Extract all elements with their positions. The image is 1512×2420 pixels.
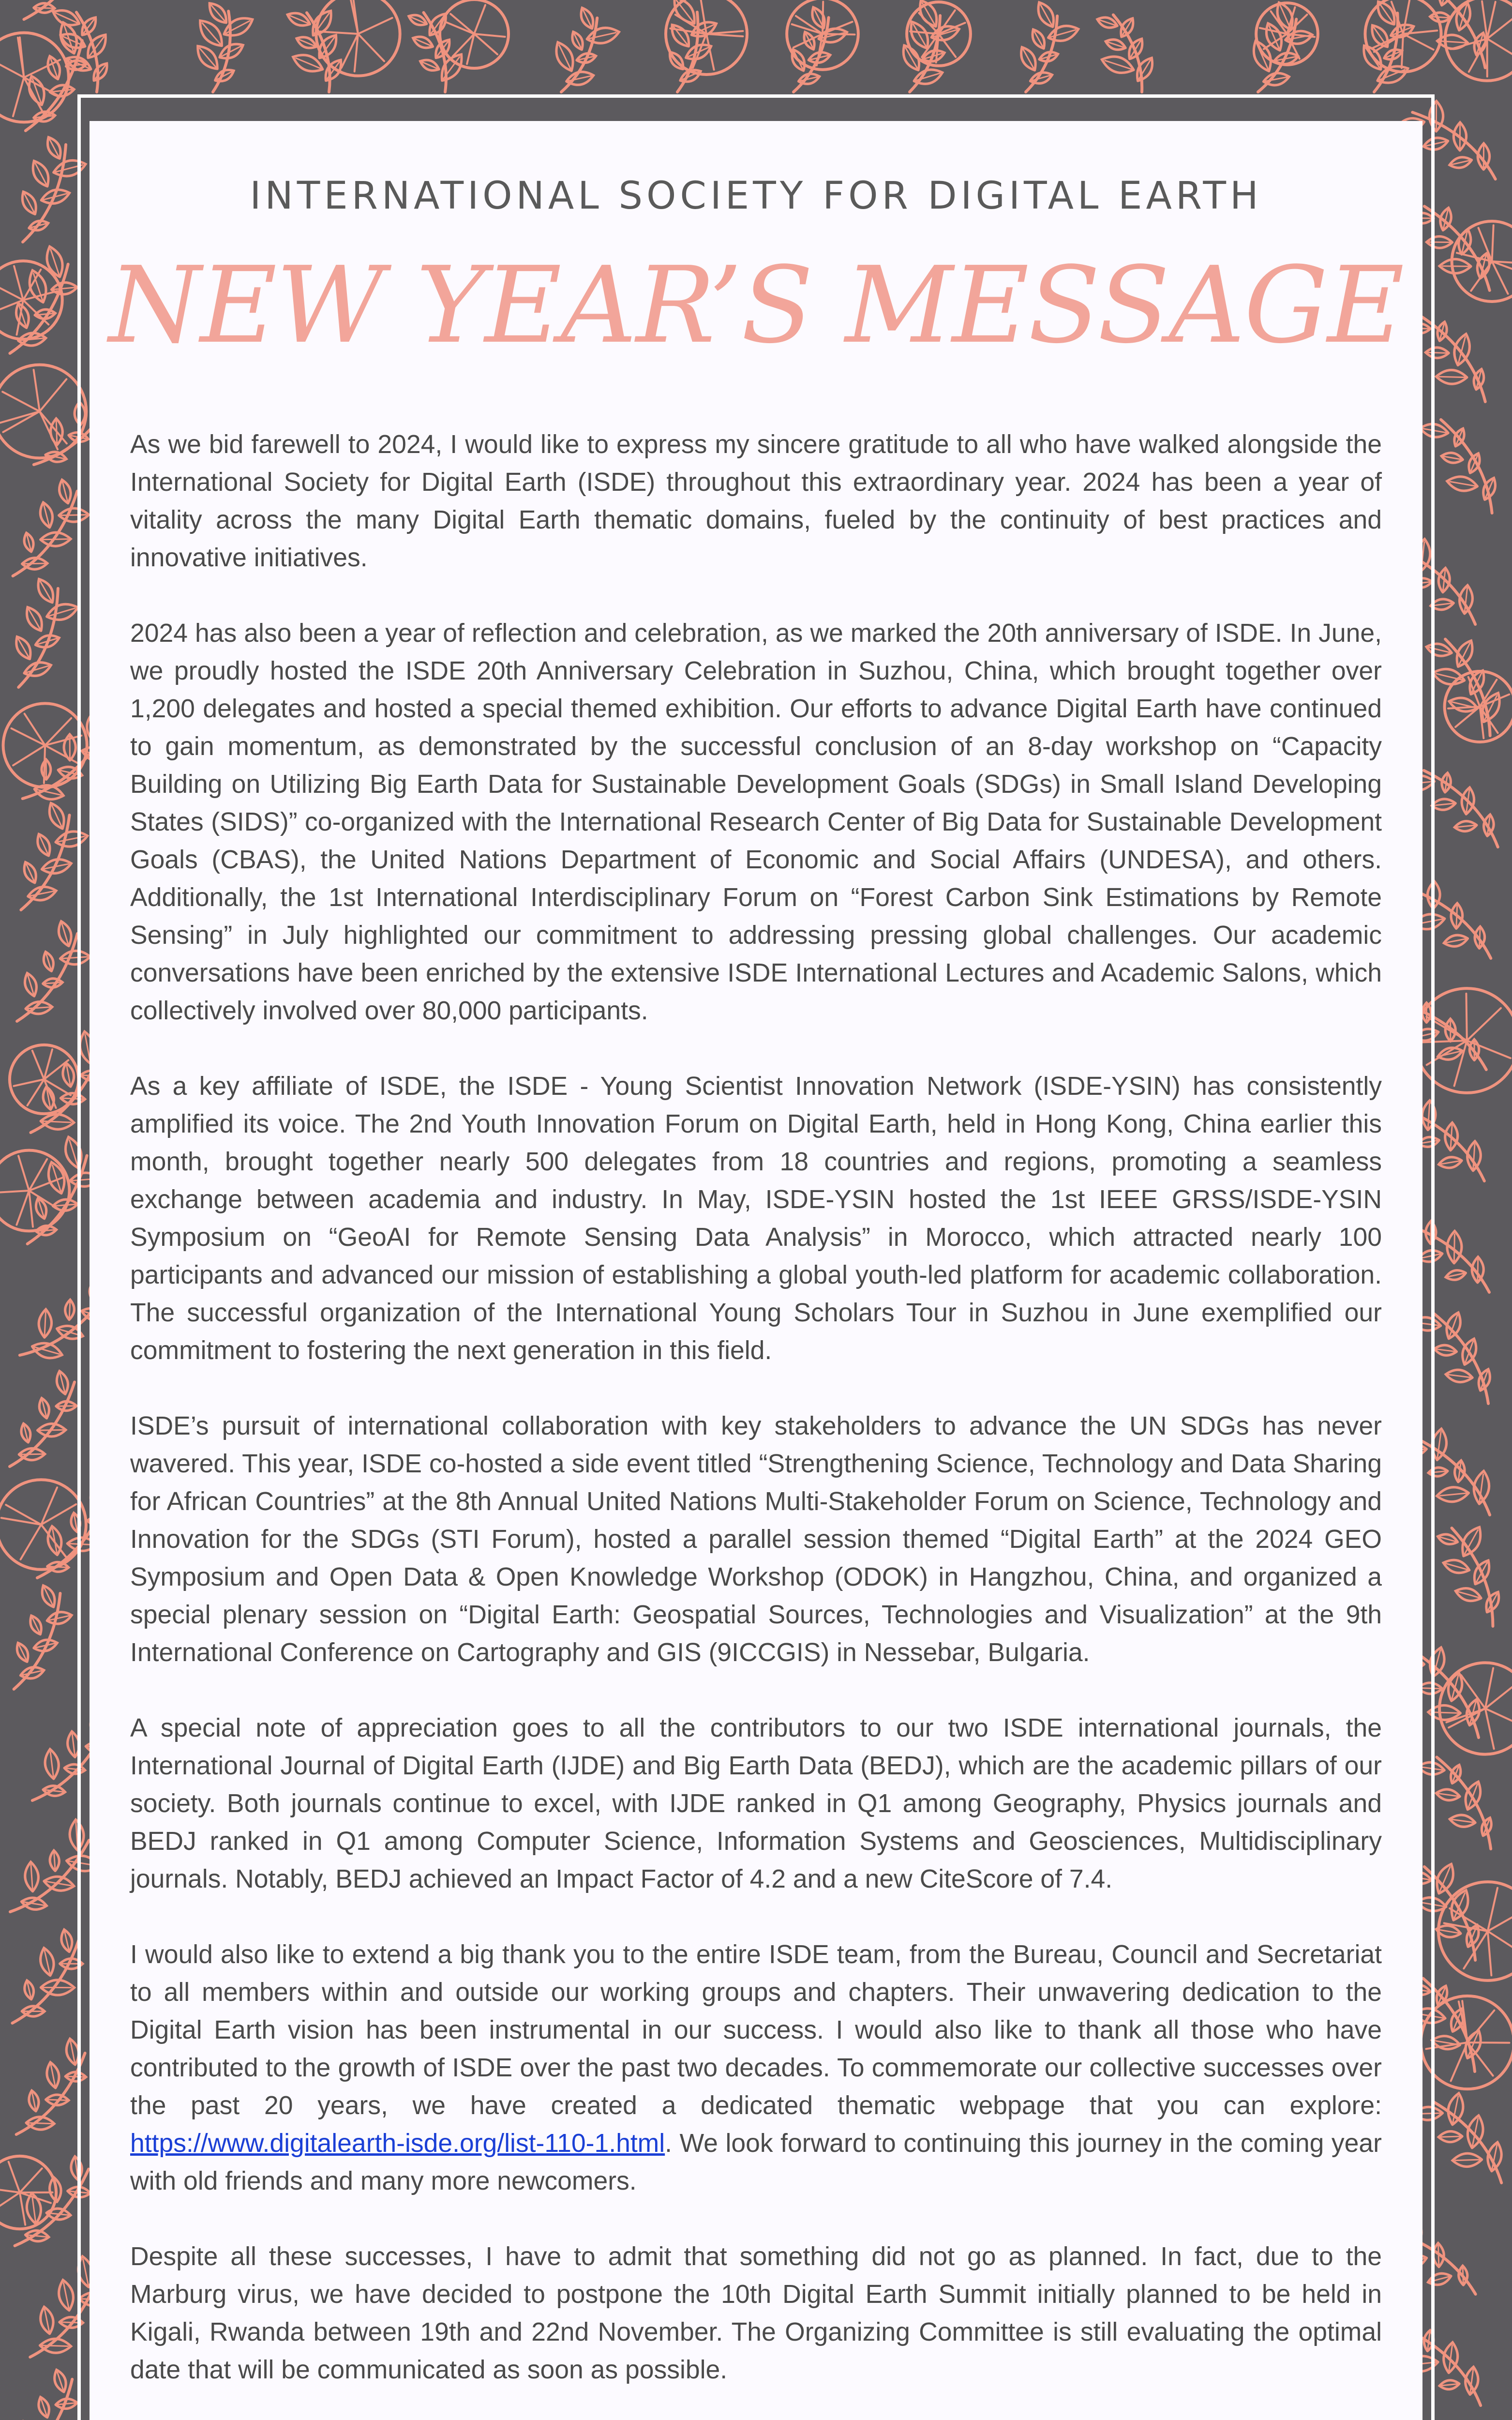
paragraph-with-link [130, 1936, 1382, 2200]
paragraph: Despite all these successes, I have to admit that something did not go as planned. In fact, due to the Marburg virus, we have decided to postpone the 10th Digital Earth Summit initially planned to be held in Kigali, Rwanda between 19th and 22nd November. The Organizing Committee is still evaluating the optimal date that will be communicated as soon as possible. [130, 2242, 1382, 2384]
organization-name: INTERNATIONAL SOCIETY FOR DIGITAL EARTH [250, 174, 1262, 218]
paragraph: A special note of appreciation goes to all the contributors to our two ISDE international journals, the International Journal of Digital Earth (IJDE) and Big Earth Data (BEDJ), which are the academic pillars of our society. Both journals continue to excel, with IJDE ranked in Q1 among Geography, Physics journals and BEDJ ranked in Q1 among Computer Science, Information Systems and Geosciences, Multidisciplinary journals. Notably, BEDJ achieved an Impact Factor of 4.2 and a new CiteScore of 7.4. [130, 1714, 1382, 1893]
paragraph: 2024 has also been a year of reflection and celebration, as we marked the 20th anniversary of ISDE. In June, we proudly hosted the ISDE 20th Anniversary Celebration in Suzhou, China, which brought together over 1,200 delegates and hosted a special themed exhibition. Our efforts to advance Digital Earth have continued to gain momentum, as demonstrated by the successful conclusion of an 8-day workshop on “Capacity Building on Utilizing Big Earth Data for Sustainable Development Goals (SDGs) in Small Island Developing States (SIDS)” co-organized with the International Research Center of Big Data for Sustainable Development Goals (CBAS), the United Nations Department of Economic and Social Affairs (UNDESA), and others. Additionally, the 1st International Interdisciplinary Forum on “Forest Carbon Sink Estimations by Remote Sensing” in July highlighted our commitment to addressing pressing global challenges. Our academic conversations have been enriched by the extensive ISDE International Lectures and Academic Salons, which collectively involved over 80,000 participants. [130, 619, 1382, 1025]
paragraph-text: . We look forward to continuing this journey in the coming year with old friends and many more newcomers. [130, 2129, 1382, 2195]
paragraph: As we bid farewell to 2024, I would like to express my sincere gratitude to all who have walked alongside the International Society for Digital Earth (ISDE) throughout this extraordinary year. 2024 has been a year of vitality across the many Digital Earth thematic domains, fueled by the continuity of best practices and innovative initiatives. [130, 430, 1382, 572]
page-title: NEW YEAR’S MESSAGE [108, 244, 1404, 367]
anniversary-webpage-link[interactable]: https://www.digitalearth-isde.org/list-110-1.html [130, 2129, 665, 2158]
letter-paper [90, 121, 1422, 2420]
paragraph-text: I would also like to extend a big thank you to the entire ISDE team, from the Bureau, Council and Secretariat to all members within and outside our working groups and chapters. Their unwavering dedication to the Digital Earth vision has been instrumental in our success. I would also like to thank all those who have contributed to the growth of ISDE over the past two decades. To commemorate our collective successes over the past 20 years, we have created a dedicated thematic webpage that you can explore: [130, 1940, 1382, 2120]
paragraph: As a key affiliate of ISDE, the ISDE - Young Scientist Innovation Network (ISDE-YSIN) has consistently amplified its voice. The 2nd Youth Innovation Forum on Digital Earth, held in Hong Kong, China earlier this month, brought together nearly 500 delegates from 18 countries and regions, promoting a seamless exchange between academia and industry. In May, ISDE-YSIN hosted the 1st IEEE GRSS/ISDE-YSIN Symposium on “GeoAI for Remote Sensing Data Analysis” in Morocco, which attracted nearly 100 participants and advanced our mission of establishing a global youth-led platform for academic collaboration. The successful organization of the International Young Scholars Tour in Suzhou in June exemplified our commitment to fostering the next generation in this field. [130, 1072, 1382, 1365]
letter-body [130, 426, 1382, 2420]
paragraph: ISDE’s pursuit of international collaboration with key stakeholders to advance the UN SDGs has never wavered. This year, ISDE co-hosted a side event titled “Strengthening Science, Technology and Data Sharing for African Countries” at the 8th Annual United Nations Multi-Stakeholder Forum on Science, Technology and Innovation for the SDGs (STI Forum), hosted a parallel session themed “Digital Earth” at the 2024 GEO Symposium and Open Data & Open Knowledge Workshop (ODOK) in Hangzhou, China, and organized a special plenary session on “Digital Earth: Geospatial Sources, Technologies and Visualization” at the 9th International Conference on Cartography and GIS (9ICCGIS) in Nessebar, Bulgaria. [130, 1412, 1382, 1667]
